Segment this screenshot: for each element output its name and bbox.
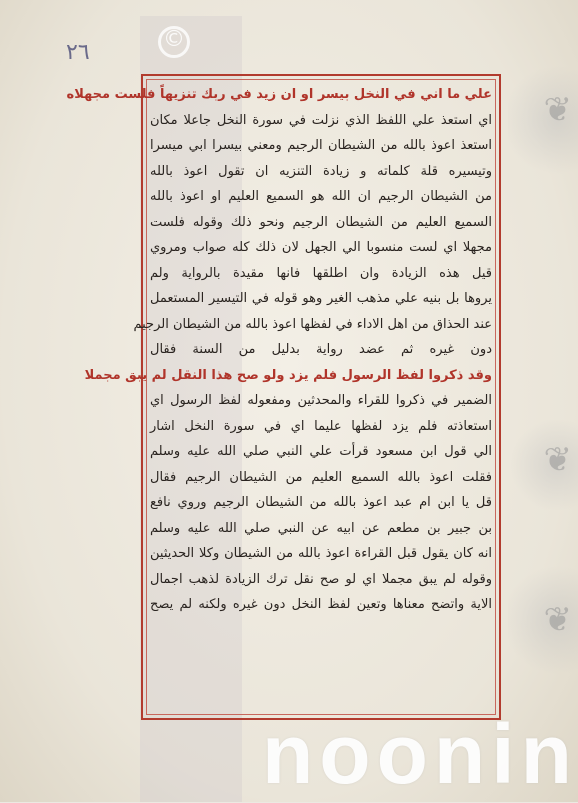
commentary-line: فقلت اعوذ بالله السميع العليم من الشيطان الرجيم فقال	[150, 469, 492, 485]
commentary-line: وتيسيره قلة كلماته و زيادة التنزيه ان تقول اعوذ بالله	[150, 163, 492, 179]
manuscript-text	[66, 82, 492, 618]
commentary-line: الاية واتضح معناها وتعين لفظ النخل دون غيره ولكنه لم يصح	[150, 597, 492, 612]
commentary-line: بن جبير بن مطعم عن ابيه عن النبي صلي الله عليه وسلم	[150, 520, 492, 536]
commentary-line: انه كان يقول قبل القراءة اعوذ بالله من الشيطان وكلا الحديثين	[150, 546, 492, 561]
copyright-stamp-icon	[158, 26, 190, 58]
margin-ornament: ❦	[508, 560, 578, 680]
commentary-line: دون غيره ثم عضد رواية بدليل من السنة فقال	[150, 342, 492, 357]
margin-ornament: ❦	[508, 420, 578, 510]
margin-ornament: ❦	[508, 60, 578, 180]
commentary-line: مجهلا اي لست منسوبا الي الجهل لان ذلك كله صواب ومروي	[150, 240, 492, 255]
verse-line: علي ما اني في النخل بيسر او ان زيد في ربك تنزيهاً فلست مجهلاه	[66, 87, 492, 102]
commentary-line: قيل هذه الزيادة وان اطلقها فانها مقيدة بالرواية ولم	[150, 265, 492, 281]
commentary-line: قل يا ابن ام عبد اعوذ بالله من الشيطان الرجيم وروي نافع	[150, 495, 492, 510]
commentary-line: اي استعذ علي اللفظ الذي نزلت في سورة النخل جاعلا مكان	[150, 112, 492, 128]
commentary-line: السميع العليم من الشيطان الرجيم ونحو ذلك وقوله فلست	[150, 214, 492, 230]
commentary-line: استعاذته فلم يزد لفظها عليما اي في سورة النخل اشار	[150, 418, 492, 434]
commentary-line: عند الحذاق من اهل الاداء في لفظها اعوذ بالله من الشيطان الرجيم	[133, 316, 492, 332]
commentary-line: استعذ اعوذ بالله من الشيطان الرجيم ومعني بيسرا ابي ميسرا	[150, 138, 492, 153]
watermark-text: noonin	[262, 707, 578, 801]
folio-number: ٢٦	[66, 40, 90, 65]
commentary-line: الي قول ابن مسعود قرأت علي النبي صلي الله عليه وسلم	[150, 444, 492, 459]
commentary-line: يروها بل بنيه علي مذهب الغير وهو قوله في التيسير المستعمل	[150, 291, 492, 306]
commentary-line: الضمير في ذكروا للقراء والمحدثين ومفعوله لفظ الرسول اي	[150, 393, 492, 408]
verse-line: وقد ذكروا لفظ الرسول فلم يزد ولو صح هذا النقل لم يبق مجملا	[84, 367, 492, 383]
commentary-line: وقوله لم يبق مجملا اي لو صح نقل ترك الزيادة لذهب اجمال	[150, 571, 492, 587]
commentary-line: من الشيطان الرجيم ان الله هو السميع العليم او اعوذ بالله	[150, 189, 492, 204]
